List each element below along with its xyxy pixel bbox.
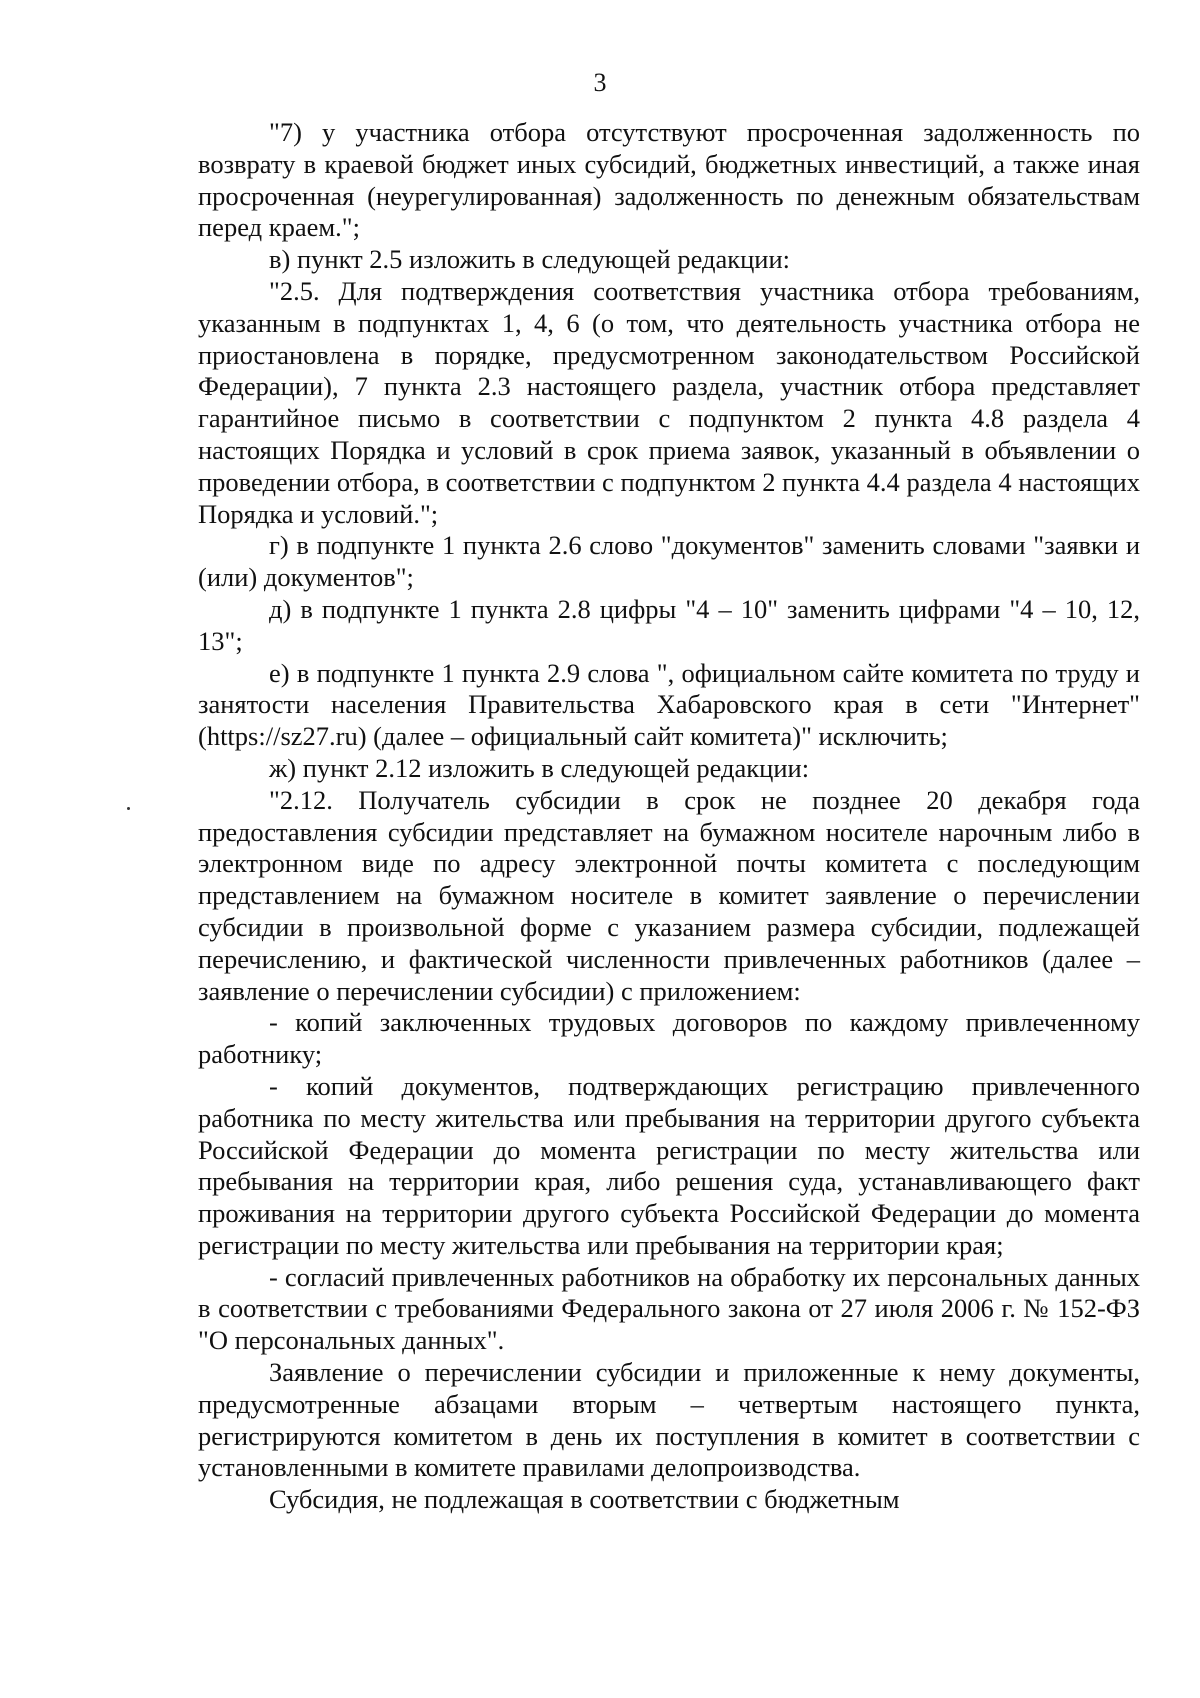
paragraph-amend-2-5: в) пункт 2.5 изложить в следующей редакции:: [269, 244, 791, 275]
paragraph-item-7: "7) у участника отбора отсутствуют просроченная задолженность по возврату в краевой бюджет иных субсидий, бюджетных инвестиций, а также иная просроченная (неурегулированная) задолженность по денежным обязательствам перед краем.";: [198, 117, 1140, 243]
paragraph-amend-2-6: г) в подпункте 1 пункта 2.6 слово "документов" заменить словами "заявки и (или) документов";: [198, 530, 1140, 593]
paragraph-amend-2-8: д) в подпункте 1 пункта 2.8 цифры "4 – 10" заменить цифрами "4 – 10, 12, 13";: [198, 593, 1140, 656]
paragraph-registration: Заявление о перечислении субсидии и приложенные к нему документы, предусмотренные абзацами вторым – четвертым настоящего пункта, регистрируются комитетом в день их поступления в комитет в соответствии с установленными в комитете правилами делопроизводства.: [198, 1357, 1140, 1483]
paragraph-amend-2-12: ж) пункт 2.12 изложить в следующей редакции:: [269, 752, 810, 783]
paragraph-2-5: "2.5. Для подтверждения соответствия участника отбора требованиям, указанным в подпунктах 1, 4, 6 (о том, что деятельность участника отбора не приостановлена в порядке, предусмотренном законодательством Российской Федерации), 7 пункта 2.3 настоящего раздела, участник отбора представляет гарантийное письмо в соответствии с подпунктом 2 пункта 4.8 раздела 4 настоящих Порядка и условий в срок приема заявок, указанный в объявлении о проведении отбора, в соответствии с подпунктом 2 пункта 4.4 раздела 4 настоящих Порядка и условий.";: [198, 275, 1140, 529]
list-item-consents: - согласий привлеченных работников на обработку их персональных данных в соответствии с требованиями Федерального закона от 27 июля 2006 г. № 152-ФЗ "О персональных данных".: [198, 1261, 1140, 1356]
document-body: [198, 117, 1140, 1516]
list-item-contracts: - копий заключенных трудовых договоров по каждому привлеченному работнику;: [198, 1007, 1140, 1070]
scan-speck: [127, 807, 130, 810]
paragraph-2-12: "2.12. Получатель субсидии в срок не позднее 20 декабря года предоставления субсидии представляет на бумажном носителе нарочным либо в электронном виде по адресу электронной почты комитета с последующим представлением на бумажном носителе в комитет заявление о перечислении субсидии в произвольной форме с указанием размера субсидии, подлежащей перечислению, и фактической численности привлеченных работников (далее – заявление о перечислении субсидии) с приложением:: [198, 784, 1140, 1006]
paragraph-subsidy: Субсидия, не подлежащая в соответствии с бюджетным: [269, 1484, 900, 1515]
paragraph-amend-2-9: е) в подпункте 1 пункта 2.9 слова ", официальном сайте комитета по труду и занятости населения Правительства Хабаровского края в сети "Интернет" (https://sz27.ru) (далее – официальный сайт комитета)" исключить;: [198, 657, 1140, 752]
list-item-registration-docs: - копий документов, подтверждающих регистрацию привлеченного работника по месту жительства или пребывания на территории другого субъекта Российской Федерации до момента регистрации по месту жительства или пребывания на территории края, либо решения суда, устанавливающего факт проживания на территории другого субъекта Российской Федерации до момента регистрации по месту жительства или пребывания на территории края;: [198, 1070, 1140, 1260]
page-number: 3: [593, 68, 607, 97]
